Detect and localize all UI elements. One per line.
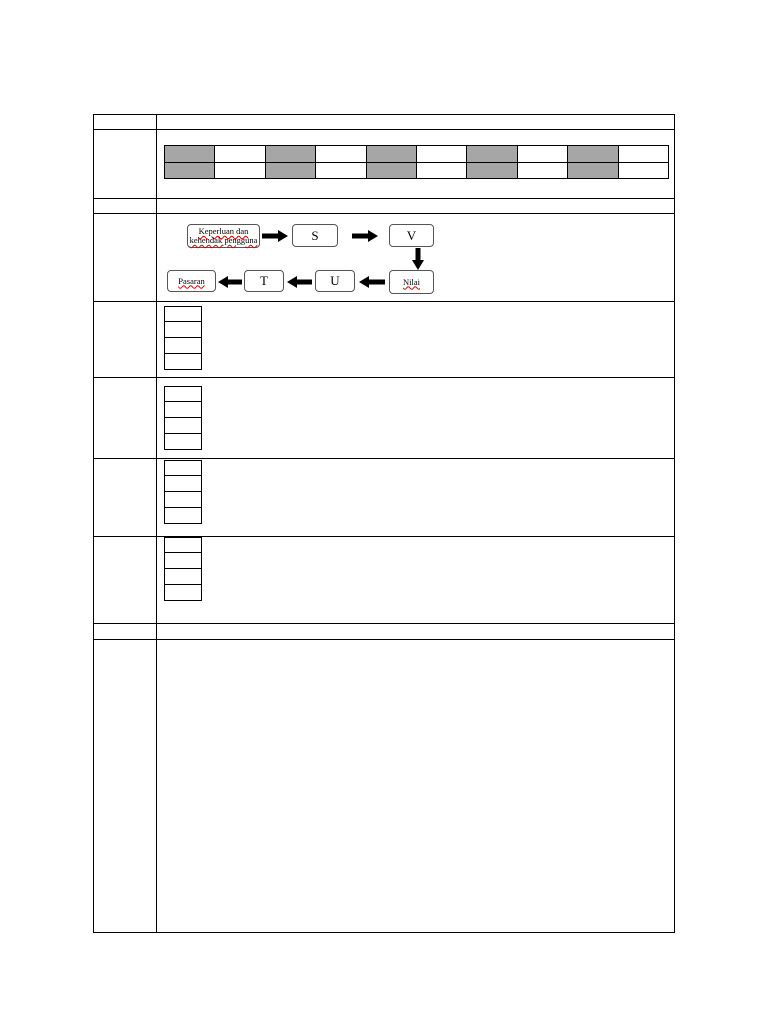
- arrow-right-icon: [352, 230, 378, 242]
- grid-cell: [416, 162, 467, 180]
- table-left-border: [93, 114, 94, 933]
- grid-cell: [618, 162, 669, 180]
- answer-box[interactable]: [164, 537, 202, 553]
- answer-box[interactable]: [164, 322, 202, 338]
- answer-box-group-1: [164, 306, 202, 370]
- arrow-right-icon: [262, 230, 288, 242]
- grid-cell: [366, 162, 417, 180]
- answer-box[interactable]: [164, 338, 202, 354]
- grid-cell: [567, 162, 618, 180]
- row-line: [93, 198, 675, 199]
- answer-box[interactable]: [164, 476, 202, 492]
- row-line: [93, 114, 675, 115]
- row-line: [93, 458, 675, 459]
- table-right-border: [674, 114, 675, 933]
- row-line: [93, 129, 675, 130]
- answer-box[interactable]: [164, 585, 202, 601]
- answer-box[interactable]: [164, 553, 202, 569]
- node-nilai: Nilai: [389, 270, 434, 294]
- node-needs: [187, 224, 260, 248]
- answer-box[interactable]: [164, 460, 202, 476]
- answer-box[interactable]: [164, 492, 202, 508]
- grid-cell: [315, 162, 366, 180]
- node-s: S: [292, 224, 338, 247]
- node-needs-line1: Keperluan dan: [198, 226, 249, 237]
- grid-cell: [466, 162, 517, 180]
- row-line: [93, 301, 675, 302]
- answer-box[interactable]: [164, 306, 202, 322]
- arrow-down-icon: [412, 248, 424, 270]
- grid-cell: [265, 162, 316, 180]
- table-bottom-border: [93, 932, 675, 933]
- node-needs-line2: kehendak pengguna: [189, 235, 258, 245]
- answer-box[interactable]: [164, 569, 202, 585]
- node-v: V: [389, 224, 434, 247]
- grid-cell: [315, 145, 366, 163]
- answer-box-group-4: [164, 537, 202, 601]
- answer-box[interactable]: [164, 508, 202, 524]
- grid-cell: [214, 145, 265, 163]
- arrow-left-icon: [218, 276, 242, 288]
- grid-cell: [618, 145, 669, 163]
- arrow-left-icon: [359, 276, 385, 288]
- arrow-left-icon: [287, 276, 312, 288]
- row-line: [93, 639, 675, 640]
- shaded-grid: [164, 145, 668, 178]
- node-t: T: [244, 270, 284, 292]
- grid-cell: [366, 145, 417, 163]
- row-line: [93, 377, 675, 378]
- answer-box-group-2: [164, 386, 202, 450]
- row-line: [93, 213, 675, 214]
- node-pasaran: Pasaran: [167, 270, 216, 292]
- grid-cell: [214, 162, 265, 180]
- row-line: [93, 623, 675, 624]
- answer-box[interactable]: [164, 418, 202, 434]
- node-u: U: [315, 270, 355, 292]
- grid-cell: [517, 162, 568, 180]
- grid-cell: [164, 145, 215, 163]
- grid-cell: [517, 145, 568, 163]
- grid-cell: [466, 145, 517, 163]
- answer-box[interactable]: [164, 354, 202, 370]
- grid-cell: [416, 145, 467, 163]
- grid-cell: [265, 145, 316, 163]
- grid-cell: [567, 145, 618, 163]
- grid-cell: [164, 162, 215, 180]
- answer-box[interactable]: [164, 386, 202, 402]
- answer-box[interactable]: [164, 402, 202, 418]
- answer-box[interactable]: [164, 434, 202, 450]
- table-column-divider: [156, 114, 157, 933]
- answer-box-group-3: [164, 460, 202, 524]
